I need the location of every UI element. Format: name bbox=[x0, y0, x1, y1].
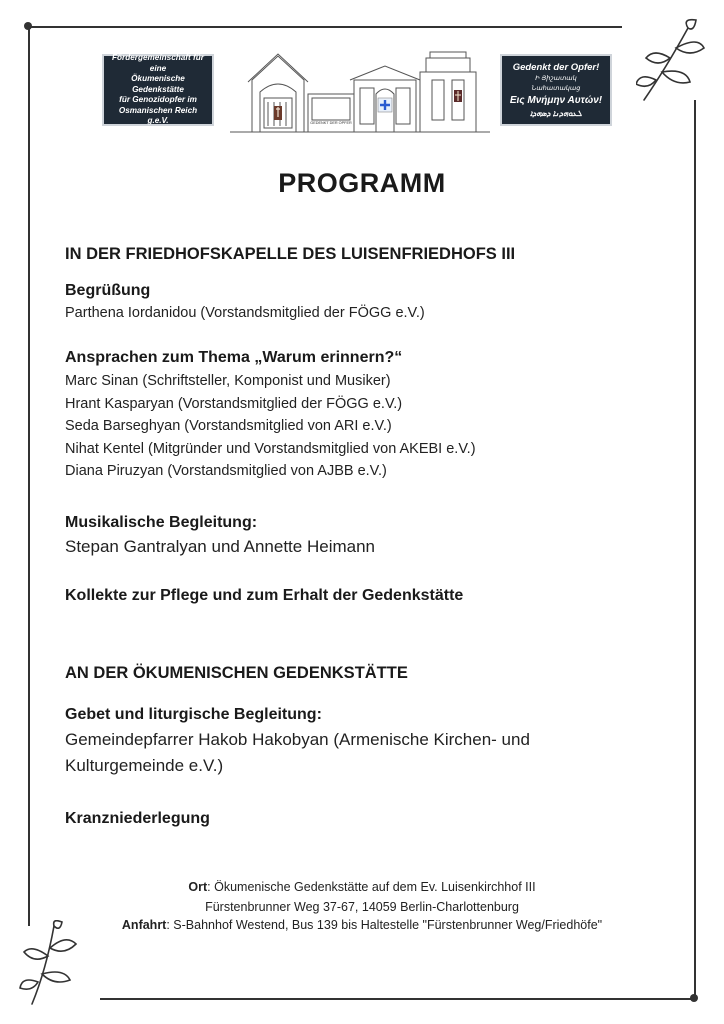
music-heading: Musikalische Begleitung: bbox=[65, 514, 258, 531]
logo-left-line: Osmanischen Reich g.e.V. bbox=[118, 105, 198, 126]
logo-left-line: für Genozidopfer im bbox=[119, 95, 197, 105]
prayer-officiant: Kulturgemeinde e.V.) bbox=[65, 756, 224, 775]
footer-anfahrt-label: Anfahrt bbox=[121, 918, 167, 932]
greeting-heading: Begrüßung bbox=[65, 282, 151, 299]
foegg-logo bbox=[102, 54, 214, 126]
logo-left-line: Fördergemeinschaft für eine bbox=[112, 53, 204, 73]
footer-ort-text: : Ökumenische Gedenkstätte auf dem Ev. Luisenkirchhof III bbox=[207, 880, 536, 894]
frame-bottom-dot bbox=[690, 994, 698, 1002]
speeches-heading: Ansprachen zum Thema „Warum erinnern?“ bbox=[65, 349, 403, 366]
frame-bottom-line bbox=[100, 998, 695, 1000]
section-heading-memorial: AN DER ÖKUMENISCHEN GEDENKSTÄTTE bbox=[65, 664, 408, 682]
prayer-heading: Gebet und liturgische Begleitung: bbox=[65, 706, 322, 723]
greeting-speaker: Parthena Iordanidou (Vorstandsmitglied der FÖGG e.V.) bbox=[65, 305, 425, 321]
collection-heading: Kollekte zur Pflege und zum Erhalt der Gedenkstätte bbox=[65, 587, 464, 604]
gedenkt-der-opfer-logo bbox=[500, 54, 612, 126]
plaque-text: GEDENKT DER OPFER bbox=[310, 121, 352, 125]
logo-left-line: Ökumenische Gedenkstätte bbox=[131, 74, 185, 94]
music-performers: Stepan Gantralyan und Annette Heimann bbox=[65, 537, 375, 556]
logo-right-line: ܠܥܘܗܕܢܐ ܕܣܗܕܐ bbox=[530, 108, 582, 118]
leaf-branch-icon bbox=[636, 18, 708, 104]
speech-speaker: Seda Barseghyan (Vorstandsmitglied von ARI e.V.) bbox=[65, 418, 392, 434]
frame-top-line bbox=[28, 26, 622, 28]
footer-location bbox=[0, 880, 724, 894]
speech-speaker: Diana Piruzyan (Vorstandsmitglied von AJBB e.V.) bbox=[65, 463, 387, 479]
logo-right-line: Gedenkt der Opfer! bbox=[512, 61, 600, 73]
footer-address: Fürstenbrunner Weg 37-67, 14059 Berlin-Charlottenburg bbox=[205, 900, 519, 914]
logo-right-line: Εις Μνήμην Αυτών! bbox=[509, 94, 603, 106]
footer-ort-label: Ort bbox=[188, 880, 208, 894]
prayer-officiant: Gemeindepfarrer Hakob Hakobyan (Armenische Kirchen- und bbox=[65, 730, 530, 749]
logo-right-line: Նահատակաց bbox=[531, 84, 581, 92]
leaf-branch-icon bbox=[18, 920, 84, 1006]
speech-speaker: Nihat Kentel (Mitgründer und Vorstandsmitglied von AKEBI e.V.) bbox=[65, 441, 476, 457]
memorial-building-illustration bbox=[230, 50, 490, 136]
logo-right-line: Ի Յիշատակ bbox=[535, 74, 577, 82]
speech-speaker: Hrant Kasparyan (Vorstandsmitglied der FÖGG e.V.) bbox=[65, 396, 403, 412]
section-heading-chapel: IN DER FRIEDHOFSKAPELLE DES LUISENFRIEDHOFS III bbox=[65, 245, 516, 263]
page-title: PROGRAMM bbox=[278, 168, 446, 198]
speech-speaker: Marc Sinan (Schriftsteller, Komponist und Musiker) bbox=[65, 373, 391, 389]
frame-left-line bbox=[28, 26, 30, 926]
wreath-heading: Kranzniederlegung bbox=[65, 810, 210, 827]
footer-directions bbox=[0, 918, 724, 932]
frame-right-line bbox=[694, 100, 696, 998]
footer-anfahrt-text: : S-Bahnhof Westend, Bus 139 bis Haltestelle "Fürstenbrunner Weg/Friedhöfe" bbox=[166, 918, 603, 932]
